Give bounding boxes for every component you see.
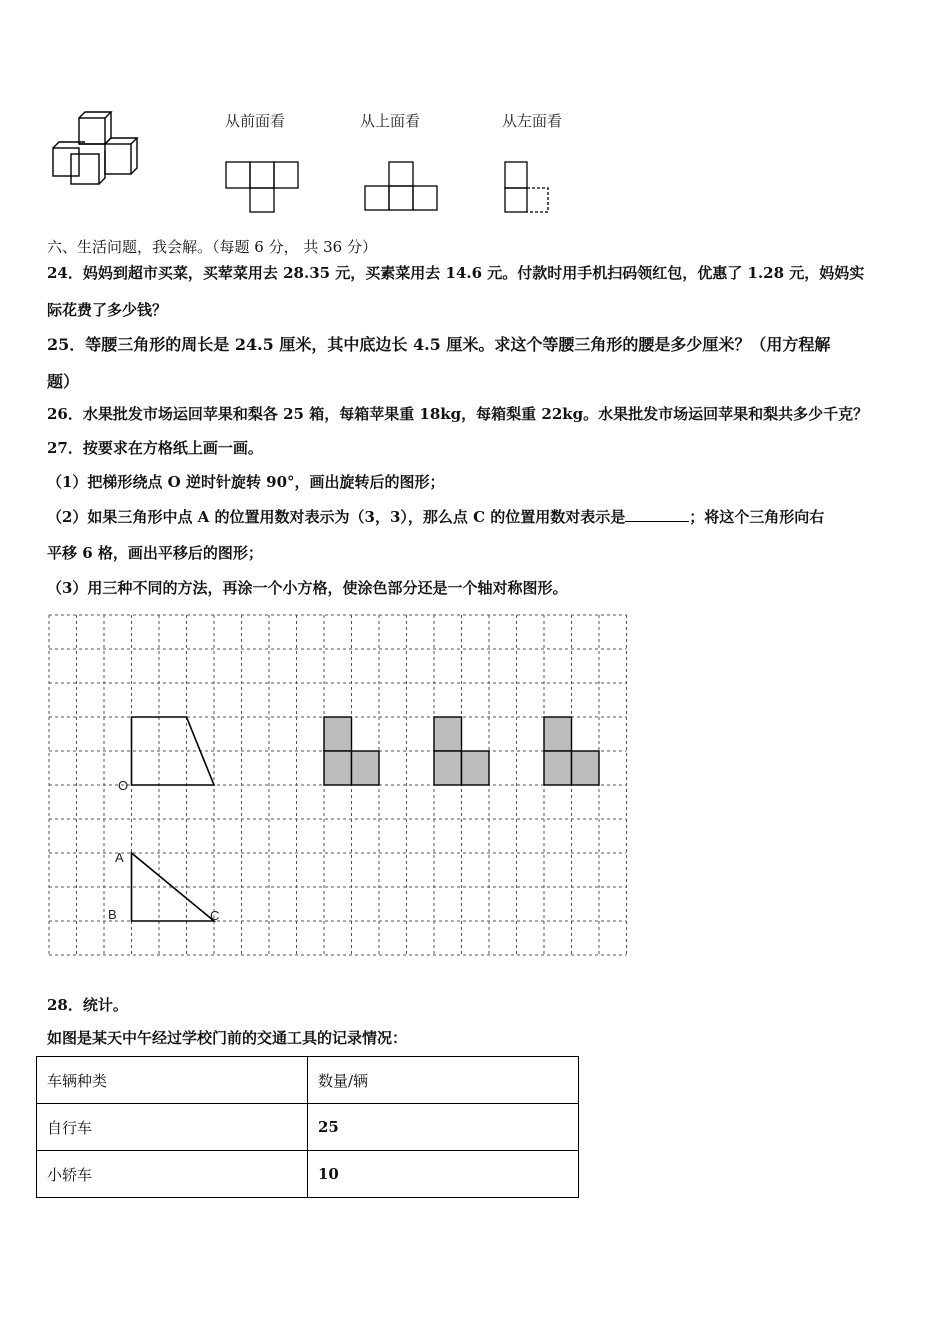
q27-part2-a: （2）如果三角形中点 A 的位置用数对表示为（3，3），那么点 C 的位置用数对表示是 xyxy=(47,508,626,526)
top-view-diagram xyxy=(362,160,442,214)
front-view-diagram xyxy=(224,158,304,214)
shaded-shape-3-br xyxy=(572,751,600,785)
point-a-label: A xyxy=(115,850,124,865)
q25-line1: 25．等腰三角形的周长是 24.5 厘米，其中底边长 4.5 厘米。求这个等腰三角形的腰是多少厘米？（用方程解 xyxy=(47,335,831,354)
shaded-shape-2-br xyxy=(462,751,490,785)
point-o-label: O xyxy=(118,778,129,793)
q24-line2: 际花费了多少钱？ xyxy=(47,301,168,319)
shaded-shape-2-bl xyxy=(434,751,462,785)
q27-title: 27．按要求在方格纸上画一画。 xyxy=(47,439,263,457)
shaded-shape-1-bl xyxy=(324,751,352,785)
point-b-label: B xyxy=(108,907,117,922)
table-row xyxy=(37,1104,579,1151)
shaded-shape-3-top xyxy=(544,717,572,751)
table-cell: 自行车 xyxy=(37,1104,308,1151)
table-cell: 小轿车 xyxy=(37,1151,308,1198)
q28-desc: 如图是某天中午经过学校门前的交通工具的记录情况： xyxy=(47,1029,408,1047)
front-view-label: 从前面看 xyxy=(225,112,286,130)
q24-line1: 24．妈妈到超市买菜，买荤菜用去 28.35 元，买素菜用去 14.6 元。付款时用手机扫码领红包，优惠了 1.28 元，妈妈实 xyxy=(47,264,865,282)
shaded-shape-3-bl xyxy=(544,751,572,785)
q25-line2: 题） xyxy=(47,372,80,391)
vehicle-table xyxy=(36,1056,579,1198)
left-view-label: 从左面看 xyxy=(502,112,563,130)
point-c-label: C xyxy=(210,908,220,923)
grid-paper xyxy=(44,612,632,958)
shaded-shape-1-br xyxy=(352,751,380,785)
shaded-shape-1-top xyxy=(324,717,352,751)
q27-part1: （1）把梯形绕点 O 逆时针旋转 90°，画出旋转后的图形； xyxy=(47,473,445,491)
q27-part2-b: ；将这个三角形向右 xyxy=(689,508,825,526)
left-view-diagram xyxy=(502,160,554,216)
table-header-cell: 数量/辆 xyxy=(308,1057,579,1104)
q28-title: 28．统计。 xyxy=(47,996,128,1014)
q27-part3: （3）用三种不同的方法，再涂一个小方格，使涂色部分还是一个轴对称图形。 xyxy=(47,579,568,597)
shaded-shape-2-top xyxy=(434,717,462,751)
table-header-cell: 车辆种类 xyxy=(37,1057,308,1104)
top-view-label: 从上面看 xyxy=(360,112,421,130)
q27-part2 xyxy=(47,506,824,527)
table-row xyxy=(37,1151,579,1198)
q27-part2-line2: 平移 6 格，画出平移后的图形； xyxy=(47,544,263,562)
table-cell: 25 xyxy=(308,1104,579,1151)
cube-figure xyxy=(48,110,152,190)
table-cell: 10 xyxy=(308,1151,579,1198)
table-header-row xyxy=(37,1057,579,1104)
q26-line1: 26．水果批发市场运回苹果和梨各 25 箱，每箱苹果重 18kg，每箱梨重 22kg。水果批发市场运回苹果和梨共多少千克？ xyxy=(47,405,869,423)
section6-heading: 六、生活问题，我会解。（每题 6 分， 共 36 分） xyxy=(47,238,377,256)
answer-blank[interactable] xyxy=(625,507,689,522)
